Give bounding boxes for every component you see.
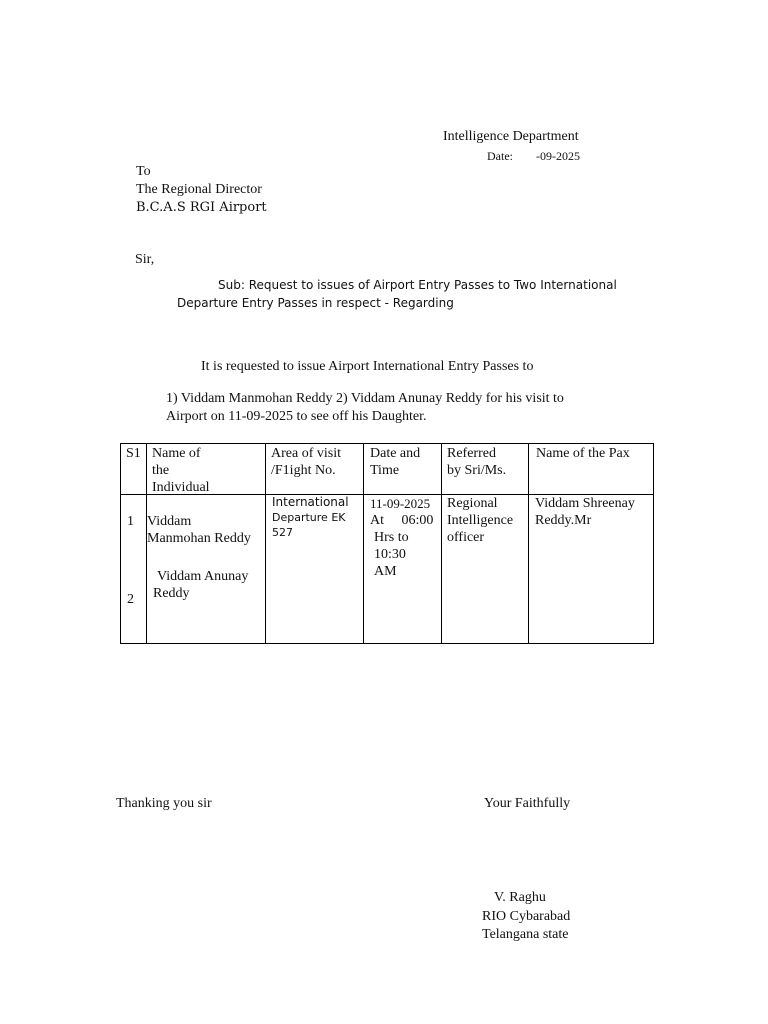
header-name: Name of the Individual bbox=[152, 446, 210, 495]
subject-line-1: Sub: Request to issues of Airport Entry Passes to Two International bbox=[218, 278, 617, 292]
department-name: Intelligence Department bbox=[443, 129, 579, 144]
header-sl: S1 bbox=[126, 446, 141, 461]
row-name-1: Viddam Manmohan Reddy bbox=[147, 514, 251, 546]
header-date: Date and Time bbox=[370, 446, 421, 478]
body-paragraph-2-line-2: Airport on 11-09-2025 to see off his Daughter. bbox=[166, 409, 427, 424]
header-area: Area of visit /F1ight No. bbox=[271, 446, 341, 478]
header-pax: Name of the Pax bbox=[536, 446, 630, 461]
addressee-title: The Regional Director bbox=[136, 182, 262, 197]
date-label: Date: bbox=[487, 149, 513, 163]
signature-name: V. Raghu bbox=[494, 890, 546, 905]
date-value: -09-2025 bbox=[536, 149, 580, 163]
row-date-time: 11-09-2025 At 06:00 Hrs to 10:30 AM bbox=[370, 496, 434, 579]
row-pax: Viddam Shreenay Reddy.Mr bbox=[535, 496, 635, 528]
row-sl-2: 2 bbox=[127, 592, 134, 607]
row-sl-1: 1 bbox=[127, 514, 134, 529]
closing-thanks: Thanking you sir bbox=[116, 796, 212, 811]
addressee-org: B.C.A.S RGI Airport bbox=[136, 200, 267, 215]
row-referred: Regional Intelligence officer bbox=[447, 496, 514, 545]
signature-state: Telangana state bbox=[482, 927, 569, 942]
row-name-2: Viddam Anunay Reddy bbox=[153, 569, 249, 601]
body-paragraph-1: It is requested to issue Airport International Entry Passes to bbox=[201, 359, 534, 374]
signature-designation: RIO Cybarabad bbox=[482, 909, 571, 924]
salutation: Sir, bbox=[135, 252, 155, 267]
subject-line-2: Departure Entry Passes in respect - Regarding bbox=[177, 296, 454, 310]
header-referred: Referred by Sri/Ms. bbox=[447, 446, 507, 478]
addressee-to: To bbox=[136, 164, 151, 179]
closing-faithfully: Your Faithfully bbox=[484, 796, 571, 811]
body-paragraph-2-line-1: 1) Viddam Manmohan Reddy 2) Viddam Anunay Reddy for his visit to bbox=[166, 391, 564, 406]
row-area: International Departure EK 527 bbox=[272, 495, 349, 539]
